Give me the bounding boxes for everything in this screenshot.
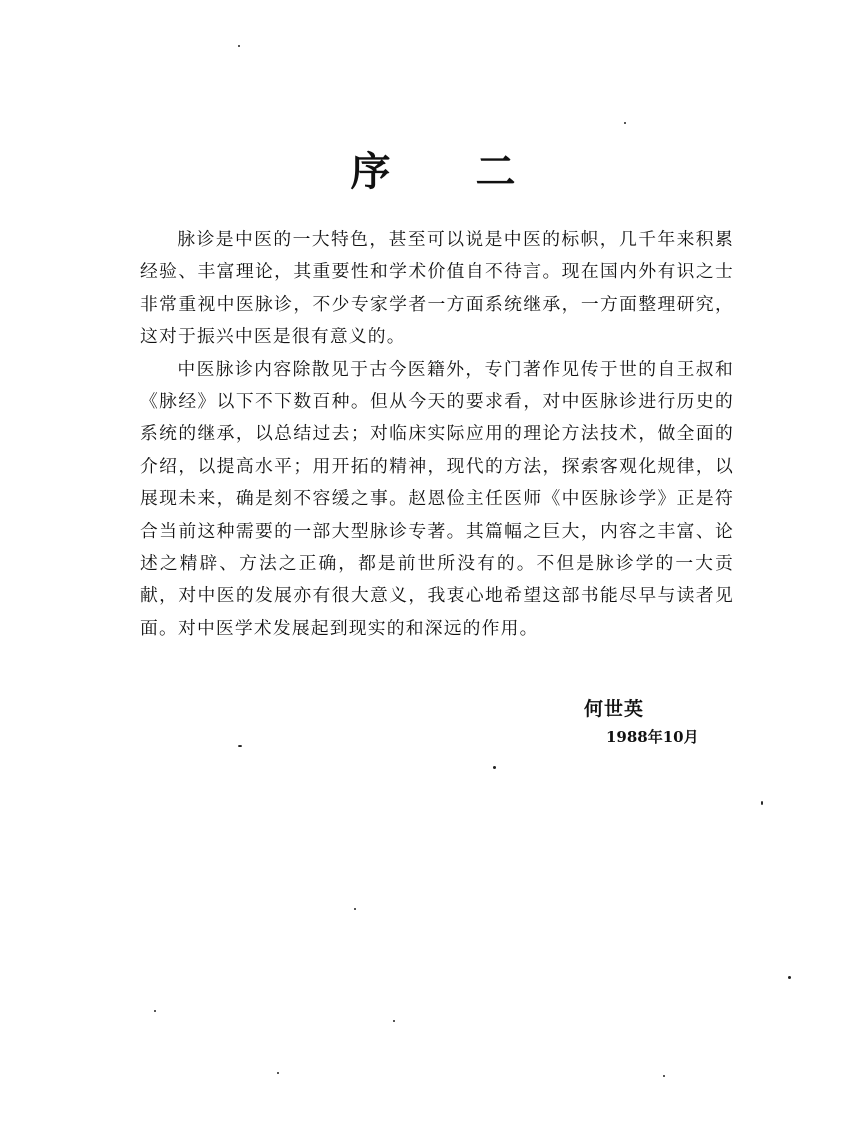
date-line: 1988年10月 [606, 728, 699, 746]
scan-speck [354, 908, 356, 910]
paragraph-1: 脉诊是中医的一大特色，甚至可以说是中医的标帜，几千年来积累经验、丰富理论，其重要性和学术价值自不待言。现在国内外有识之士非常重视中医脉诊，不少专家学者一方面系统继承，一方面整理研究，这对于振兴中医是很有意义的。 [140, 229, 734, 348]
scan-speck [154, 1010, 156, 1012]
scan-speck [238, 745, 242, 747]
scan-speck [493, 766, 496, 769]
page-title [0, 140, 866, 197]
scan-speck [761, 801, 763, 805]
scan-speck [277, 1072, 279, 1074]
paragraph-2: 中医脉诊内容除散见于古今医籍外，专门著作见传于世的自王叔和《脉经》以下不下数百种。但从今天的要求看，对中医脉诊进行历史的系统的继承，以总结过去；对临床实际应用的理论方法技术，做全面的介绍，以提高水平；用开拓的精神，现代的方法，探索客观化规律，以展现未来，确是刻不容缓之事。赵恩俭主任医师《中医脉诊学》正是符合当前这种需要的一部大型脉诊专著。其篇幅之巨大，内容之丰富、论述之精辟、方法之正确，都是前世所没有的。不但是脉诊学的一大贡献，对中医的发展亦有很大意义，我衷心地希望这部书能尽早与读者见面。对中医学术发展起到现实的和深远的作用。 [140, 358, 734, 639]
title-char-1: 序 [350, 148, 391, 195]
preface-body [140, 224, 734, 645]
scan-speck [393, 1020, 395, 1022]
scan-speck [663, 1075, 665, 1077]
title-char-2: 二 [475, 148, 516, 195]
scan-speck [788, 976, 791, 979]
author-signature: 何世英 [584, 698, 645, 720]
scan-speck [238, 45, 240, 47]
scan-speck [624, 122, 626, 124]
